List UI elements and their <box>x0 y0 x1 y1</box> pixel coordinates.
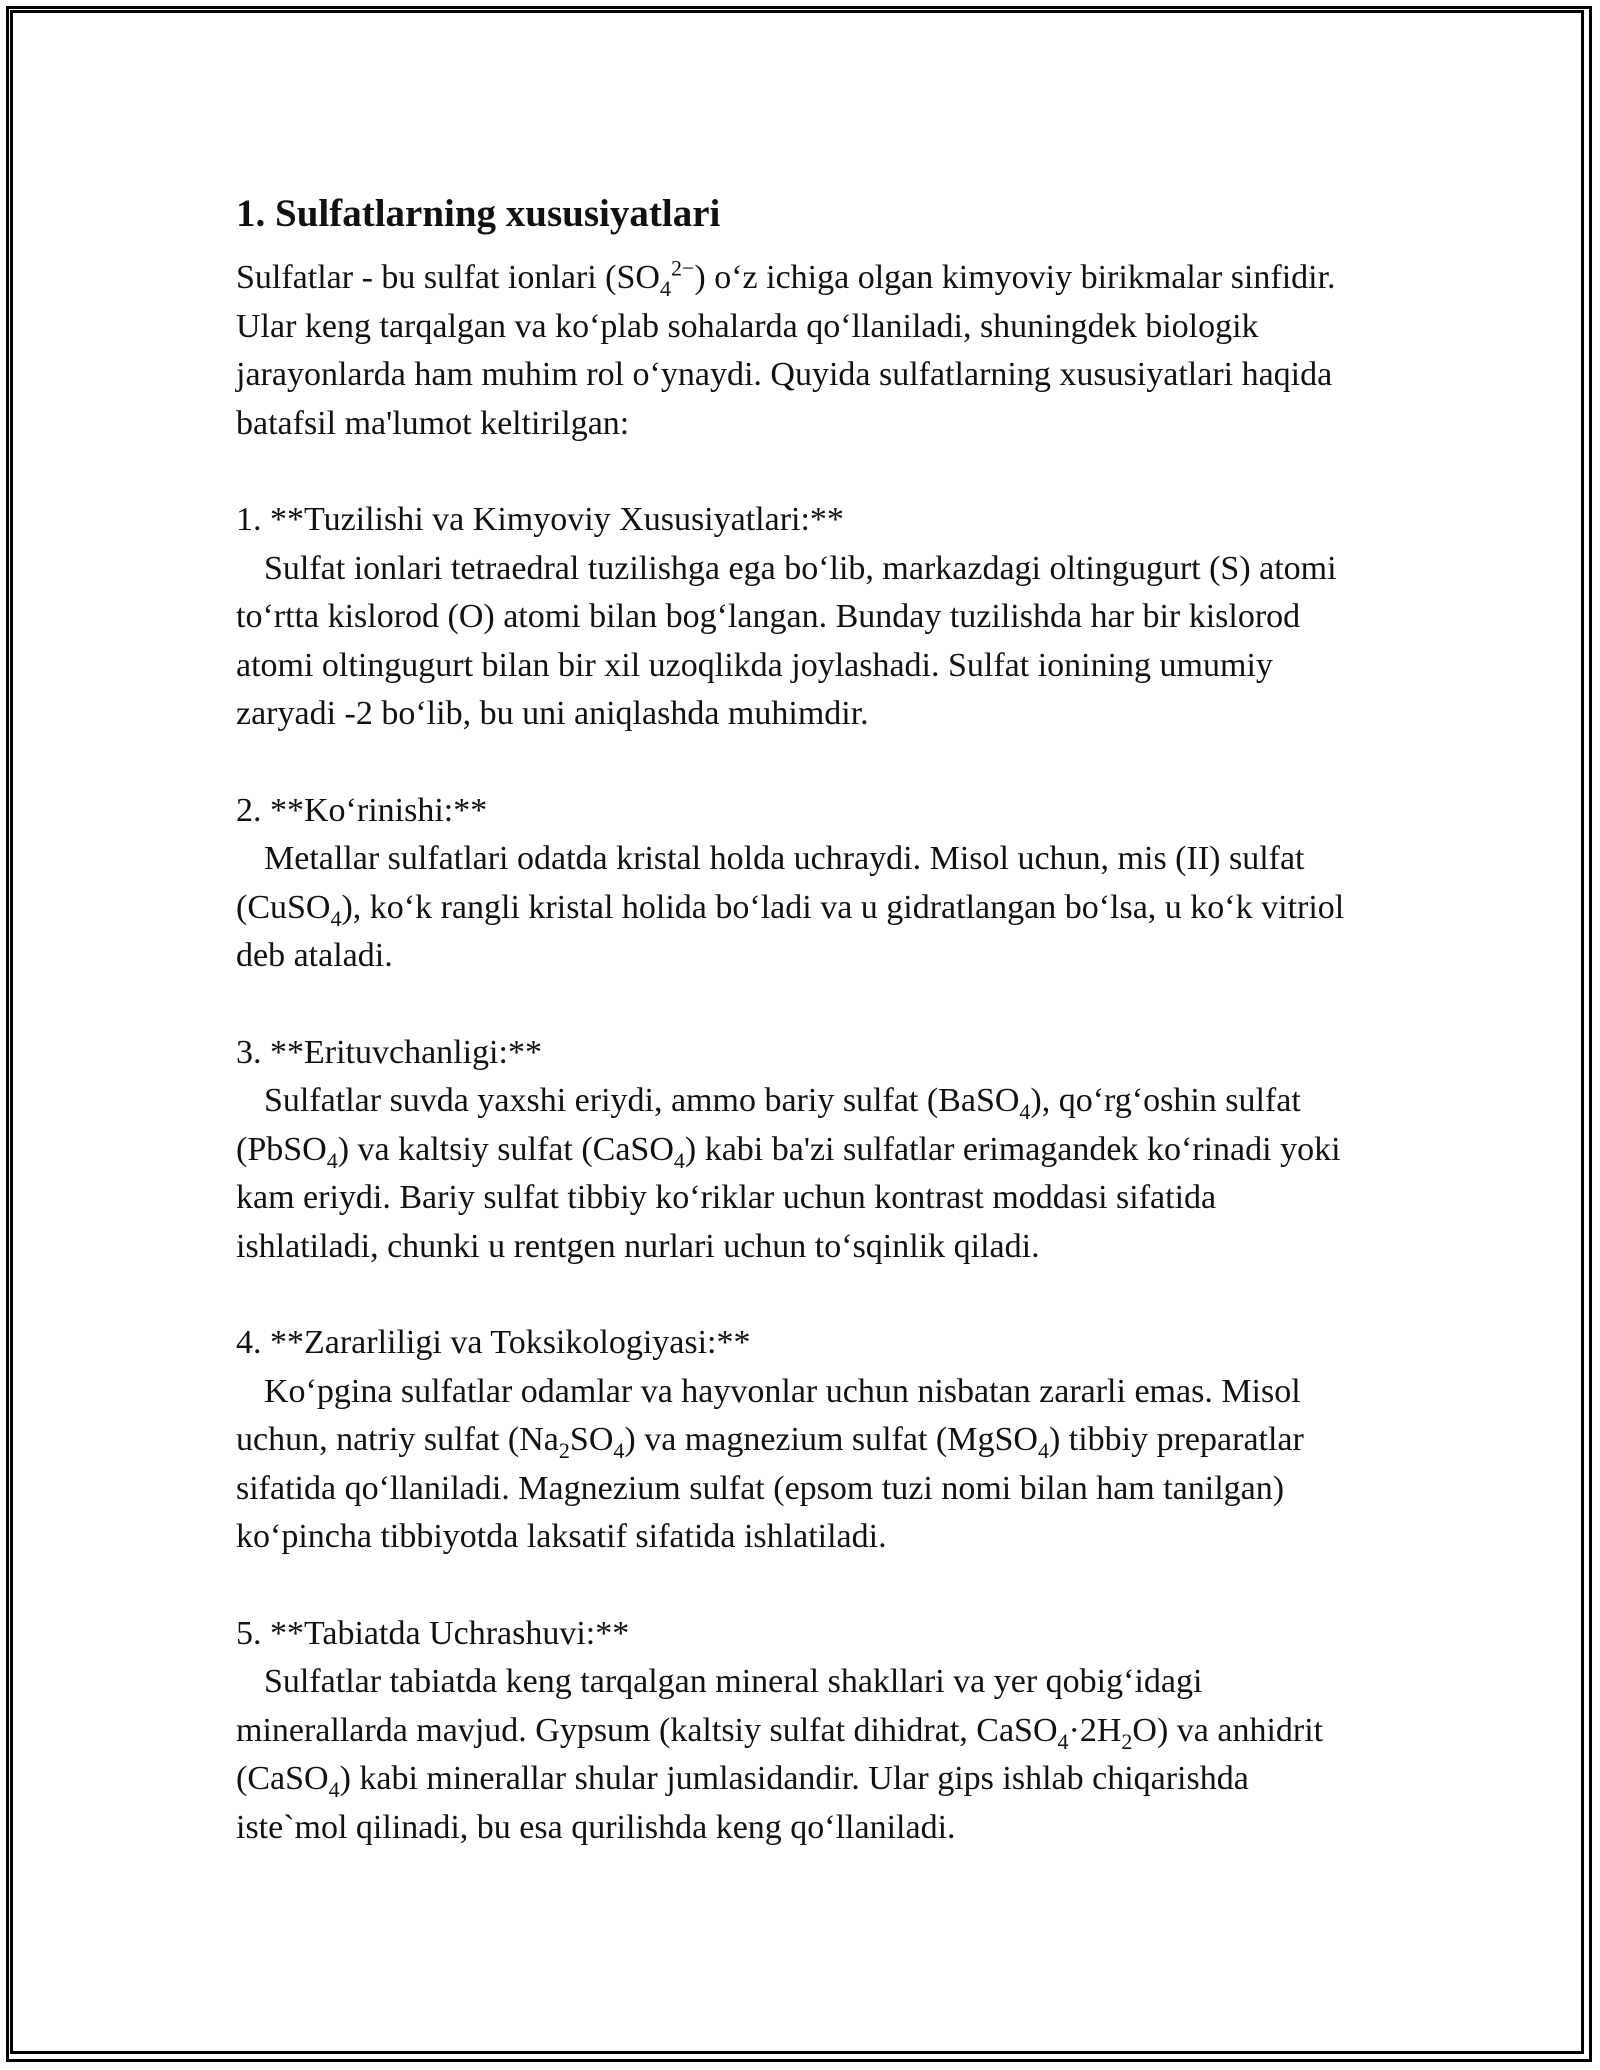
formula-sub: 4 <box>1019 1098 1031 1124</box>
section-body <box>236 835 1366 981</box>
section-heading: 5. **Tabiatda Uchrashuvi:** <box>236 1614 630 1652</box>
formula-sub: 4 <box>328 1776 340 1802</box>
body-text: ) va magnezium sulfat (MgSO <box>624 1421 1038 1458</box>
formula-sub: 4 <box>1037 1437 1049 1463</box>
body-text: ), ko‘k rangli kristal holida bo‘ladi va u gidratlangan bo‘lsa, u ko‘k vitriol deb ataladi. <box>236 888 1345 974</box>
body-text: ), qo‘rg‘oshin sulfat (PbSO <box>236 1082 1301 1168</box>
formula-sub: 4 <box>1057 1728 1069 1754</box>
body-text: ) kabi minerallar shular jumlasidandir. Ular gips ishlab chiqarishda iste`mol qilinadi, bu esa qurilishda keng qo‘llaniladi. <box>236 1760 1249 1846</box>
formula-sub: 4 <box>673 1147 685 1173</box>
section-appearance <box>236 787 1366 981</box>
section-structure <box>236 496 1366 739</box>
body-text: Metallar sulfatlari odatda kristal holda uchraydi. Misol uchun, mis (II) sulfat (CuSO <box>236 840 1305 926</box>
body-text: Sulfatlar suvda yaxshi eriydi, ammo bariy sulfat (BaSO <box>264 1082 1020 1119</box>
body-text: ) tibbiy preparatlar sifatida qo‘llaniladi. Magnezium sulfat (epsom tuzi nomi bilan ham tanilgan) ko‘pincha tibbiyotda laksatif sifatida ishlatiladi. <box>236 1421 1304 1555</box>
section-heading: 3. **Erituvchanligi:** <box>236 1033 542 1071</box>
intro-formula-sup: 2− <box>670 255 695 281</box>
intro-paragraph <box>236 254 1366 448</box>
section-heading: 4. **Zararliligi va Toksikologiyasi:** <box>236 1324 751 1361</box>
body-text: Sulfatlar tabiatda keng tarqalgan mineral shakllari va yer qobig‘idagi minerallarda mavjud. Gypsum (kaltsiy sulfat dihidrat, CaSO <box>236 1663 1203 1749</box>
section-body: Sulfat ionlari tetraedral tuzilishga ega bo‘lib, markazdagi oltingugurt (S) atomi to‘rtta kislorod (O) atomi bilan bog‘langan. Bunday tuzilishda har bir kislorod atomi oltingugurt bilan bir xil uzoqlikda joylashadi. Sulfat ionining umumiy zaryadi -2 bo‘lib, bu uni aniqlashda muhimdir. <box>236 549 1337 732</box>
intro-text-1: Sulfatlar - bu sulfat ionlari (SO <box>236 259 660 296</box>
body-text: ) kabi ba'zi sulfatlar erimagandek ko‘rinadi yoki kam eriydi. Bariy sulfat tibbiy ko‘riklar uchun kontrast moddasi sifatida ishlatiladi, chunki u rentgen nurlari uchun to‘sqinlik qiladi. <box>236 1130 1341 1265</box>
formula-sub: 4 <box>326 1147 338 1173</box>
section-body <box>236 1077 1366 1271</box>
formula-sub: 2 <box>1121 1728 1133 1754</box>
section-toxicology <box>236 1319 1366 1562</box>
body-text: ) va kaltsiy sulfat (CaSO <box>337 1130 674 1168</box>
body-text: ·2H <box>1068 1711 1122 1749</box>
section-heading: 2. **Ko‘rinishi:** <box>236 791 488 829</box>
section-heading: 1. **Tuzilishi va Kimyoviy Xususiyatlari:** <box>236 501 844 538</box>
body-text: SO <box>569 1421 614 1458</box>
section-solubility <box>236 1029 1366 1272</box>
document-title: 1. Sulfatlarning xususiyatlari <box>236 192 721 235</box>
section-body <box>236 1368 1366 1562</box>
formula-sub: 4 <box>330 905 342 931</box>
intro-text-2: ) o‘z ichiga olgan kimyoviy birikmalar sinfidir. Ular keng tarqalgan va ko‘plab sohalarda qo‘llaniladi, shuningdek biologik jarayonlarda ham muhim rol o‘ynaydi. Quyida sulfatlarning xususiyatlari haqida batafsil ma'lumot keltirilgan: <box>236 259 1336 442</box>
intro-formula-sub: 4 <box>659 275 671 301</box>
body-text: O) va anhidrit (CaSO <box>236 1711 1324 1797</box>
section-body <box>236 1658 1366 1852</box>
formula-sub: 2 <box>558 1437 570 1463</box>
document-body <box>236 188 1366 1852</box>
body-text: Ko‘pgina sulfatlar odamlar va hayvonlar uchun nisbatan zararli emas. Misol uchun, natriy sulfat (Na <box>236 1372 1301 1458</box>
formula-sub: 4 <box>613 1437 625 1463</box>
section-occurrence <box>236 1610 1366 1853</box>
